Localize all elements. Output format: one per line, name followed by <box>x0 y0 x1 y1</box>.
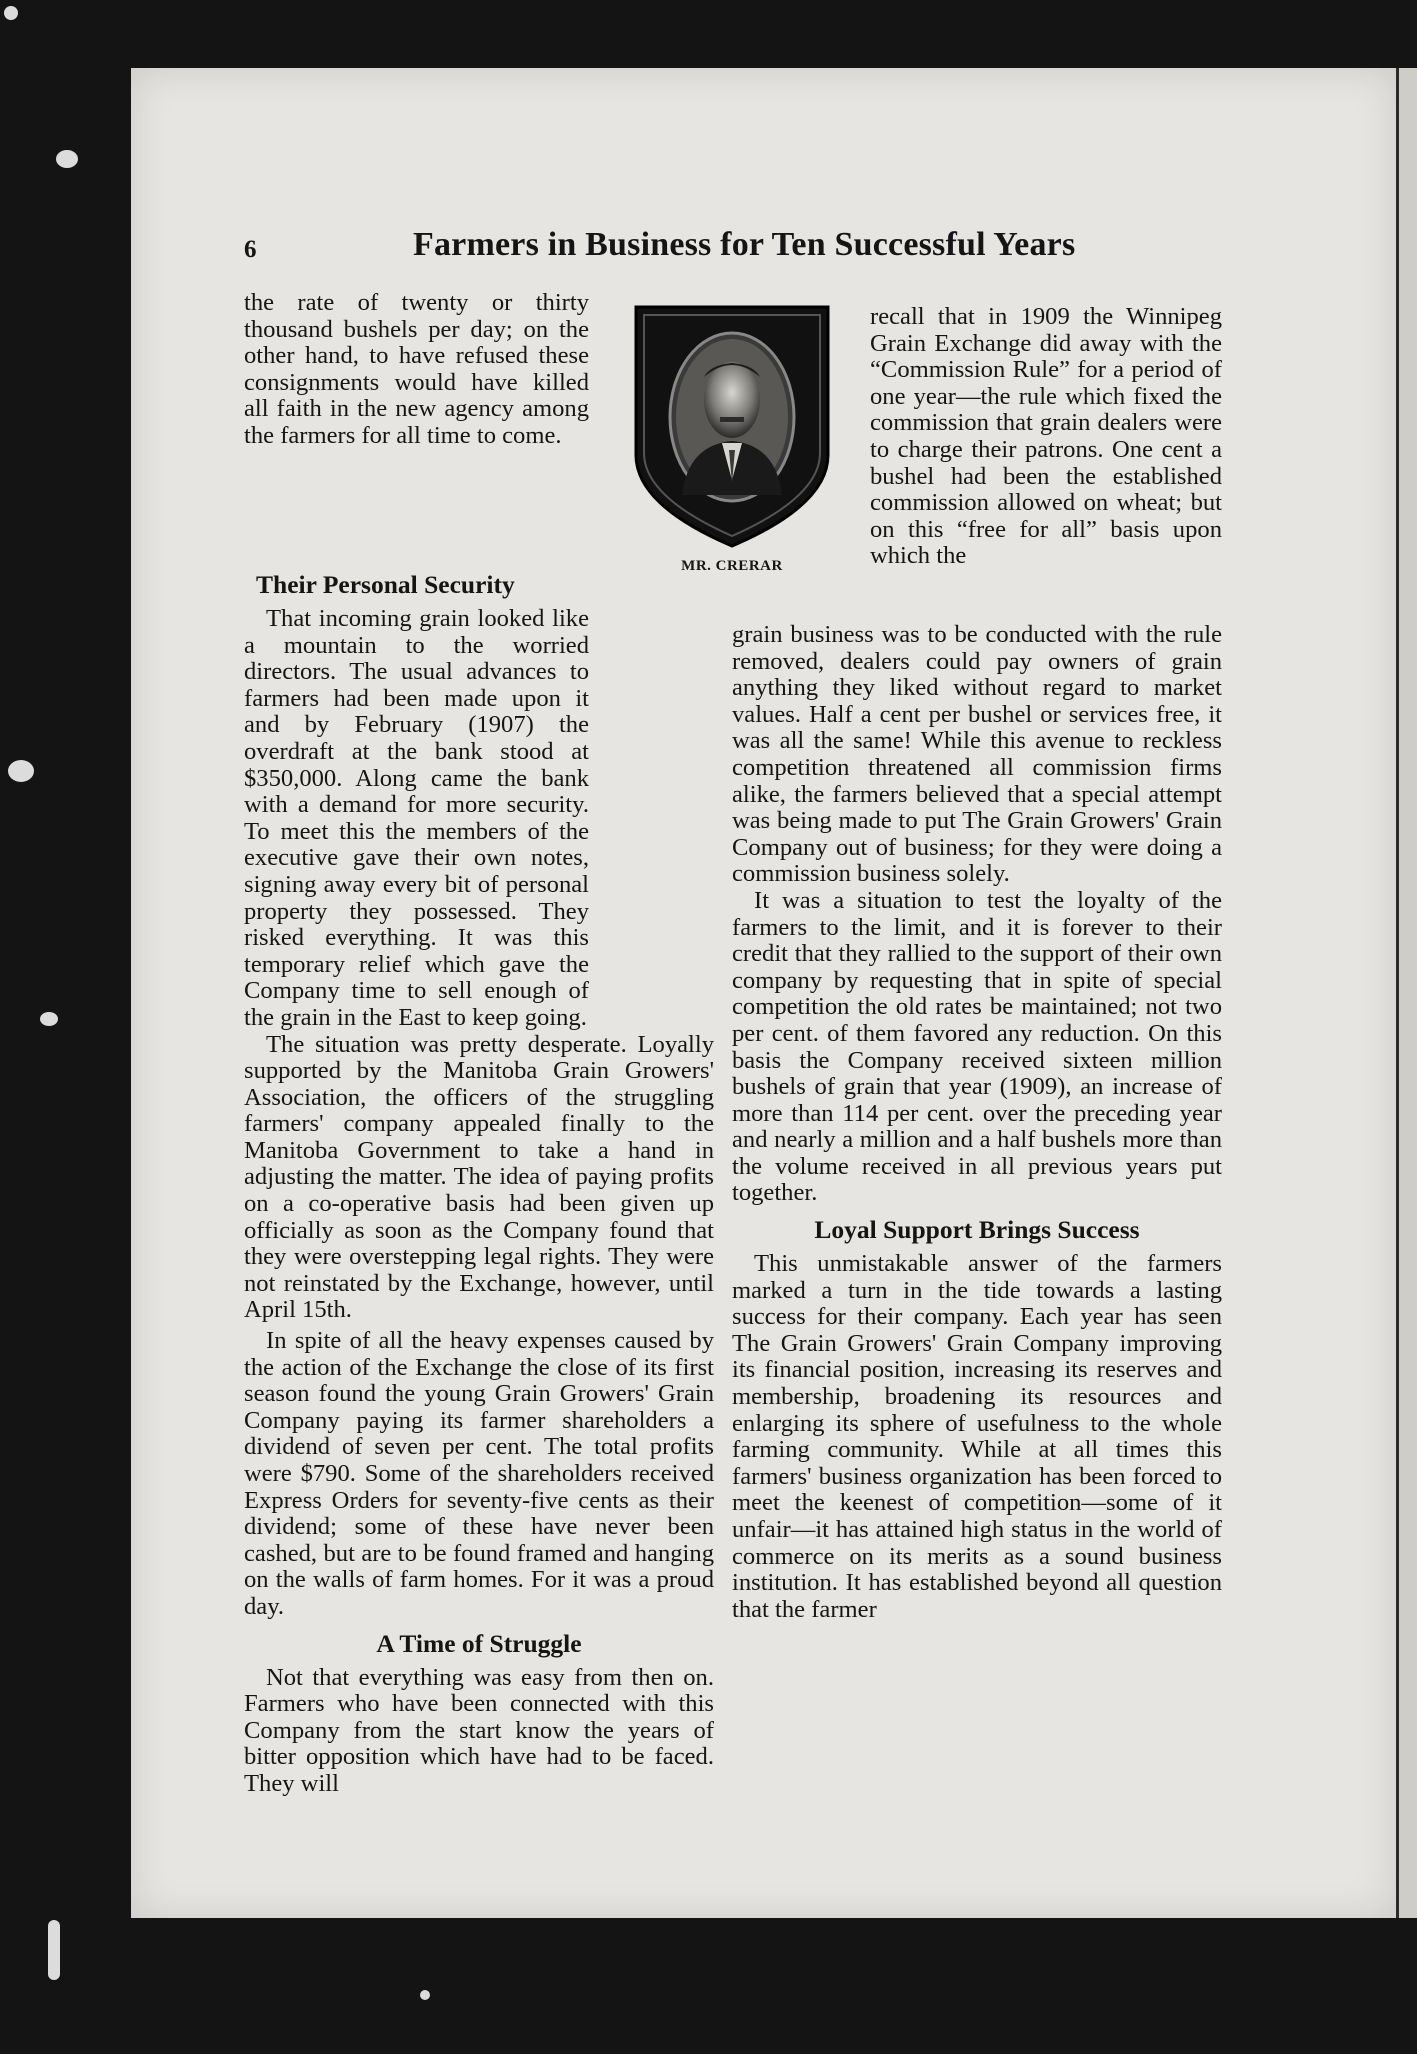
right-column-top <box>870 304 1222 570</box>
paragraph: the rate of twenty or thirty thousand bushels per day; on the other hand, to have refused these consignments would have killed all faith in the new agency among the farmers for all time to come. <box>244 289 589 449</box>
scan-speck <box>40 1012 58 1026</box>
paragraph: It was a situation to test the loyalty of the farmers to the limit, and it is forever to their credit that they rallied to the support of their own company by requesting that in spite of special competition the old rates be maintained; not two per cent. of them favored any reduction. On this basis the Company received sixteen million bushels of grain that year (1909), an increase of more than 114 per cent. over the preceding year and nearly a million and a half bushels more than the volume received in all previous years put together. <box>732 886 1222 1207</box>
portrait-image <box>634 305 830 548</box>
portrait-frame <box>634 305 830 548</box>
paragraph: This unmistakable answer of the farmers marked a turn in the tide towards a lasting success for their company. Each year has seen The Grain Growers' Grain Company improving its financial position, increasing its reserves and membership, broadening its resources and enlarging its sphere of usefulness to the whole farming community. While at all times this farmers' business organization has been forced to meet the keenest of competition—some of it unfair—it has attained high status in the world of commerce on its merits as a sound business institution. It has established beyond all question that the farmer <box>732 1250 1222 1623</box>
paragraph: recall that in 1909 the Winnipeg Grain Exchange did away with the “Commission Rule” for a period of one year—the rule which fixed the commission that grain dealers were to charge their patrons. One cent a bushel had been the established commission allowed on wheat; but on this “free for all” basis upon which the <box>870 303 1222 570</box>
section-heading: Their Personal Security <box>256 570 515 599</box>
section-heading: Loyal Support Brings Success <box>814 1215 1140 1245</box>
paragraph: The situation was pretty desperate. Loyally supported by the Manitoba Grain Growers' Association, the officers of the struggling farmers' company appealed finally to the Manitoba Government to take a hand in adjusting the matter. The idea of paying profits on a co-operative basis had been given up officially as soon as the Company found that they were overstepping legal rights. They were not reinstated by the Exchange, however, until April 15th. <box>244 1030 714 1324</box>
right-column-main <box>732 622 1222 1623</box>
left-column-top <box>244 290 589 450</box>
portrait-caption: MR. CRERAR <box>681 558 783 574</box>
scan-speck <box>4 6 18 20</box>
page-number: 6 <box>244 236 257 263</box>
section-heading: A Time of Struggle <box>376 1628 582 1658</box>
scan-speck <box>420 1990 430 2000</box>
paragraph: Not that everything was easy from then on. Farmers who have been connected with this Company from the start know the years of bitter opposition which have had to be faced. They will <box>244 1663 714 1797</box>
scan-speck <box>56 150 78 168</box>
scan-speck <box>8 760 34 782</box>
paragraph: grain business was to be conducted with the rule removed, dealers could pay owners of grain anything they liked without regard to market values. Half a cent per bushel or services free, it was all the same! While this avenue to reckless competition threatened all commission firms alike, the farmers believed that a special attempt was being made to put The Grain Growers' Grain Company out of business; for they were doing a commission business solely. <box>732 621 1222 888</box>
scan-speck <box>48 1920 60 1980</box>
facing-page-edge <box>1396 68 1417 1918</box>
left-column-main <box>244 562 714 1798</box>
running-head: Farmers in Business for Ten Successful Years <box>413 226 1076 263</box>
paragraph: That incoming grain looked like a mountain to the worried directors. The usual advances to farmers had been made upon it and by February (1907) the overdraft at the bank stood at $350,000. Along came the bank with a demand for more security. To meet this the members of the executive gave their own notes, signing away every bit of personal property they possessed. They risked everything. It was this temporary relief which gave the Company time to sell enough of the grain in the East to keep going. <box>244 605 589 1031</box>
paragraph: In spite of all the heavy expenses caused by the action of the Exchange the close of its first season found the young Grain Growers' Grain Company paying its farmer shareholders a dividend of seven per cent. The total profits were $790. Some of the shareholders received Express Orders for seventy-five cents as their dividend; some of these have never been cashed, but are to be found framed and hanging on the walls of farm homes. For it was a proud day. <box>244 1327 714 1620</box>
